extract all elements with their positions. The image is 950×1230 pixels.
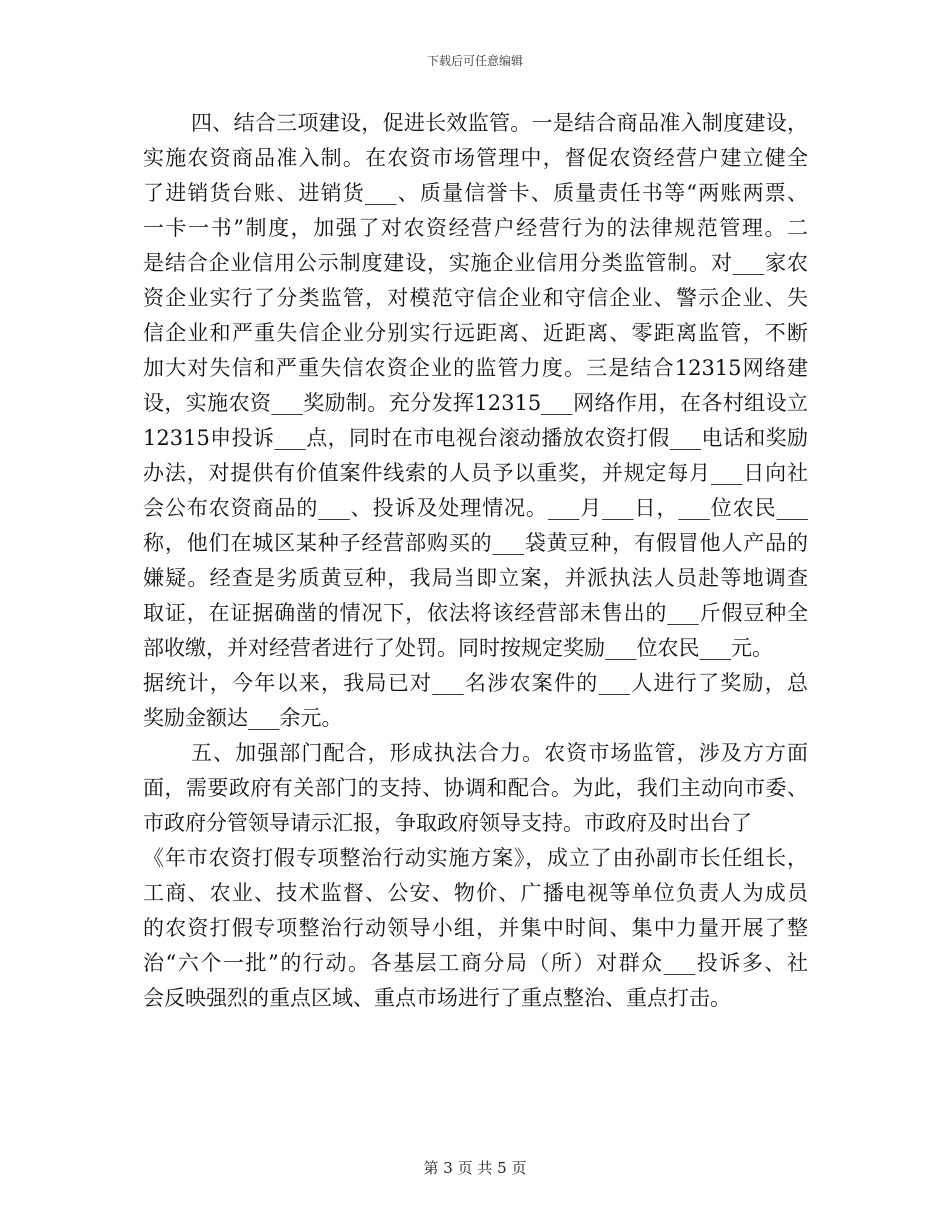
text-line: 会反映强烈的重点区域、重点市场进行了重点整治、重点打击。: [143, 986, 731, 1010]
text-line: 五、加强部门配合，形成执法合力。农资市场监管，涉及方方面: [191, 741, 808, 765]
text-line: 嫌疑。经查是劣质黄豆种，我局当即立案，并派执法人员赴等地调查: [143, 566, 808, 590]
text-line: 资企业实行了分类监管，对模范守信企业和守信企业、警示企业、失: [143, 286, 808, 310]
text-line: 市政府分管领导请示汇报，争取政府领导支持。市政府及时出台了: [143, 811, 752, 835]
page-number: 第 3 页 共 5 页: [423, 1159, 527, 1177]
text-line: 奖励金额达___余元。: [143, 706, 343, 730]
text-line: 一卡一书”制度，加强了对农资经营户经营行为的法律规范管理。二: [143, 216, 808, 240]
text-line: 据统计，今年以来，我局已对___名涉农案件的___人进行了奖励，总: [143, 671, 808, 695]
text-line: 称，他们在城区某种子经营部购买的___袋黄豆种，有假冒他人产品的: [143, 531, 808, 555]
text-line: 信企业和严重失信企业分别实行远距离、近距离、零距离监管，不断: [143, 321, 808, 345]
text-line: 是结合企业信用公示制度建设，实施企业信用分类监管制。对___家农: [143, 251, 808, 275]
text-line: 了进销货台账、进销货___、质量信誉卡、质量责任书等“两账两票、: [143, 181, 808, 205]
text-line: 设，实施农资___奖励制。充分发挥12315___网络作用，在各村组设立: [143, 391, 808, 415]
page-header: 下载后可任意编辑: [426, 54, 523, 68]
document-body: [143, 106, 808, 1016]
text-line: 面，需要政府有关部门的支持、协调和配合。为此，我们主动向市委、: [143, 776, 808, 800]
text-line: 的农资打假专项整治行动领导小组，并集中时间、集中力量开展了整: [143, 916, 808, 940]
text-line: 四、结合三项建设，促进长效监管。一是结合商品准入制度建设，: [191, 111, 808, 135]
text-line: 治“六个一批”的行动。各基层工商分局（所）对群众___投诉多、社: [143, 951, 808, 975]
text-line: 《年市农资打假专项整治行动实施方案》，成立了由孙副市长任组长，: [143, 846, 808, 870]
text-line: 会公布农资商品的___、投诉及处理情况。___月___日，___位农民___: [143, 496, 808, 520]
text-line: 加大对失信和严重失信农资企业的监管力度。三是结合12315网络建: [143, 356, 808, 380]
text-line: 实施农资商品准入制。在农资市场管理中，督促农资经营户建立健全: [143, 146, 808, 170]
text-line: 办法，对提供有价值案件线索的人员予以重奖，并规定每月___日向社: [143, 461, 808, 485]
text-line: 部收缴，并对经营者进行了处罚。同时按规定奖励___位农民___元。: [143, 636, 773, 660]
text-line: 工商、农业、技术监督、公安、物价、广播电视等单位负责人为成员: [143, 881, 808, 905]
text-line: 12315申投诉___点，同时在市电视台滚动播放农资打假___电话和奖励: [143, 426, 808, 450]
text-line: 取证，在证据确凿的情况下，依法将该经营部未售出的___斤假豆种全: [143, 601, 808, 625]
